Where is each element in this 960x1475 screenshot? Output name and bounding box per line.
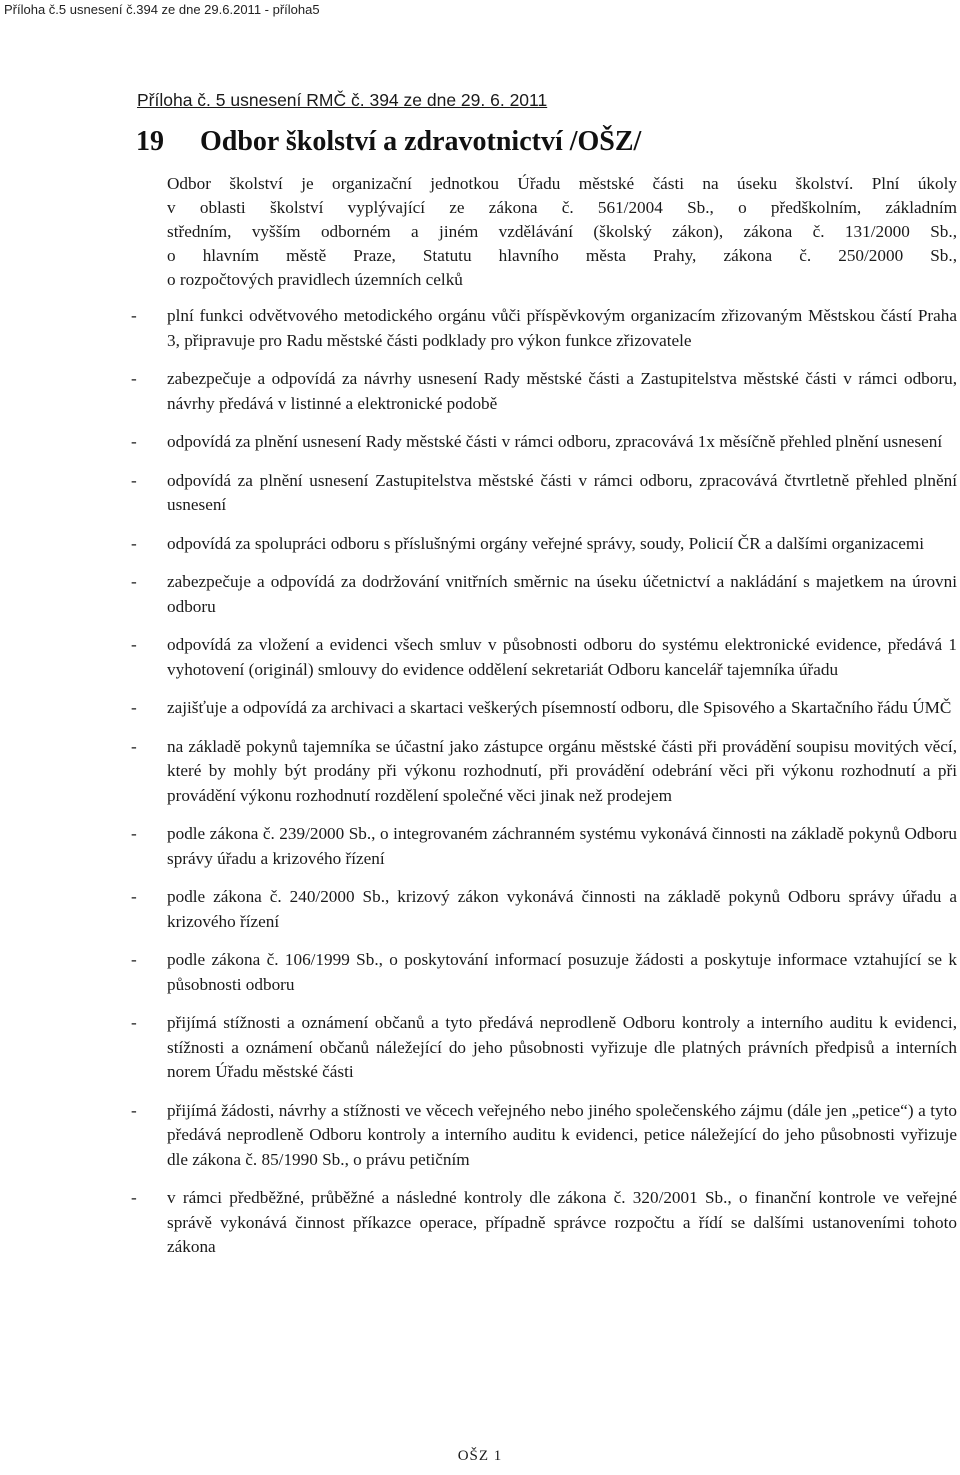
list-dash: - xyxy=(131,1013,137,1032)
list-item xyxy=(131,735,957,809)
intro-line: v oblasti školství vyplývající ze zákona č. 561/2004 Sb., o předškolním, základním xyxy=(167,198,957,217)
list-item xyxy=(131,1099,957,1173)
duty-text: zabezpečuje a odpovídá za návrhy usnesení Rady městské části a Zastupitelstva městské části v rámci odboru, návrhy předává v listinné a elektronické podobě xyxy=(167,369,957,413)
intro-line: o hlavním městě Praze, Statutu hlavního města Prahy, zákona č. 250/2000 Sb., xyxy=(167,246,957,265)
list-dash: - xyxy=(131,470,137,490)
list-dash: - xyxy=(131,698,137,717)
list-dash: - xyxy=(131,306,137,325)
duty-text: odpovídá za vložení a evidenci všech smluv v působnosti odboru do systému elektronické evidence, předává 1 vyhotovení (originál) smlouvy do evidence oddělení sekretariát Odboru kancelář tajemníka úřadu xyxy=(167,635,957,679)
intro-line: o rozpočtových pravidlech územních celků xyxy=(167,270,463,289)
list-item xyxy=(131,532,957,557)
list-item xyxy=(131,469,957,518)
duty-text: zajišťuje a odpovídá za archivaci a skartaci veškerých písemností odboru, dle Spisového a Skartačního řádu ÚMČ xyxy=(167,698,952,717)
list-item xyxy=(131,304,957,353)
section-title: Odbor školství a zdravotnictví /OŠZ/ xyxy=(200,126,642,157)
attachment-reference: Příloha č. 5 usnesení RMČ č. 394 ze dne 29. 6. 2011 xyxy=(137,90,548,110)
list-dash: - xyxy=(131,533,137,553)
duty-text: odpovídá za plnění usnesení Zastupitelstva městské části v rámci odboru, zpracovává čtvrtletně přehled plnění usnesení xyxy=(167,470,957,514)
list-item xyxy=(131,430,957,455)
list-dash: - xyxy=(131,824,137,843)
list-dash: - xyxy=(131,635,137,654)
duty-text: v rámci předběžné, průběžné a následné kontroly dle zákona č. 320/2001 Sb., o finanční kontrole ve veřejné správě vykonává činnost příkazce operace, případně správce rozpočtu a řídí se dalšími ustanoveními tohoto zákona xyxy=(167,1188,957,1256)
duties-list xyxy=(131,304,957,1274)
list-dash: - xyxy=(131,736,137,756)
list-dash: - xyxy=(131,1100,137,1120)
list-item xyxy=(131,367,957,416)
intro-paragraph xyxy=(167,172,957,292)
list-dash: - xyxy=(131,432,137,451)
duty-text: na základě pokynů tajemníka se účastní jako zástupce orgánu městské části při provádění soupisu movitých věcí, které by mohly být prodány při výkonu rozhodnutí, při provádění odebrání věci při výkonu rozhodnutí a při provádění výkonu rozhodnutí rozdělení společné věci jinak než prodejem xyxy=(167,736,957,805)
duty-text: zabezpečuje a odpovídá za dodržování vnitřních směrnic na úseku účetnictví a nakládání s majetkem na úrovni odboru xyxy=(167,572,957,616)
duty-text: podle zákona č. 240/2000 Sb., krizový zákon vykonává činnosti na základě pokynů Odboru správy úřadu a krizového řízení xyxy=(167,887,957,931)
list-item xyxy=(131,822,957,871)
section-number: 19 xyxy=(136,126,164,157)
list-item xyxy=(131,885,957,934)
section-heading xyxy=(136,126,641,158)
duty-text: plní funkci odvětvového metodického orgánu vůči příspěvkovým organizacím zřizovaným Městskou částí Praha 3, připravuje pro Radu městské části podklady pro výkon funkce zřizovatele xyxy=(167,306,957,350)
list-item xyxy=(131,948,957,997)
intro-line: středním, vyšším odborném a jiném vzdělávání (školský zákon), zákona č. 131/2000 Sb., xyxy=(167,222,957,241)
page-footer: OŠZ 1 xyxy=(457,1448,503,1464)
list-dash: - xyxy=(131,950,137,969)
duty-text: podle zákona č. 239/2000 Sb., o integrovaném záchranném systému vykonává činnosti na základě pokynů Odboru správy úřadu a krizového řízení xyxy=(167,824,957,868)
list-dash: - xyxy=(131,369,137,388)
list-item xyxy=(131,1011,957,1085)
list-item xyxy=(131,696,957,721)
list-item xyxy=(131,1186,957,1260)
duty-text: přijímá žádosti, návrhy a stížnosti ve věcech veřejného nebo jiného společenského zájmu (dále jen „petice“) a tyto předává neprodleně Odboru kontroly a interního auditu k evidenci, petice náležející do jeho působnosti vyřizuje dle zákona č. 85/1990 Sb., o právu petičním xyxy=(167,1100,957,1169)
intro-line: Odbor školství je organizační jednotkou Úřadu městské části na úseku školství. Plní úkoly xyxy=(167,174,957,193)
list-dash: - xyxy=(131,572,137,591)
duty-text: podle zákona č. 106/1999 Sb., o poskytování informací posuzuje žádosti a poskytuje informace vztahující se k působnosti odboru xyxy=(167,950,957,994)
list-item xyxy=(131,633,957,682)
duty-text: odpovídá za plnění usnesení Rady městské části v rámci odboru, zpracovává 1x měsíčně přehled plnění usnesení xyxy=(167,432,943,451)
list-dash: - xyxy=(131,887,137,906)
duty-text: odpovídá za spolupráci odboru s příslušnými orgány veřejné správy, soudy, Policií ČR a dalšími organizacemi xyxy=(167,533,925,553)
list-item xyxy=(131,570,957,619)
page-header: Příloha č.5 usnesení č.394 ze dne 29.6.2011 - příloha5 xyxy=(4,2,320,17)
duty-text: přijímá stížnosti a oznámení občanů a tyto předává neprodleně Odboru kontroly a interního auditu k evidenci, stížnosti a oznámení občanů náležející do jeho působnosti vyřizuje dle platných právních předpisů a interních norem Úřadu městské části xyxy=(167,1013,957,1081)
list-dash: - xyxy=(131,1188,137,1207)
